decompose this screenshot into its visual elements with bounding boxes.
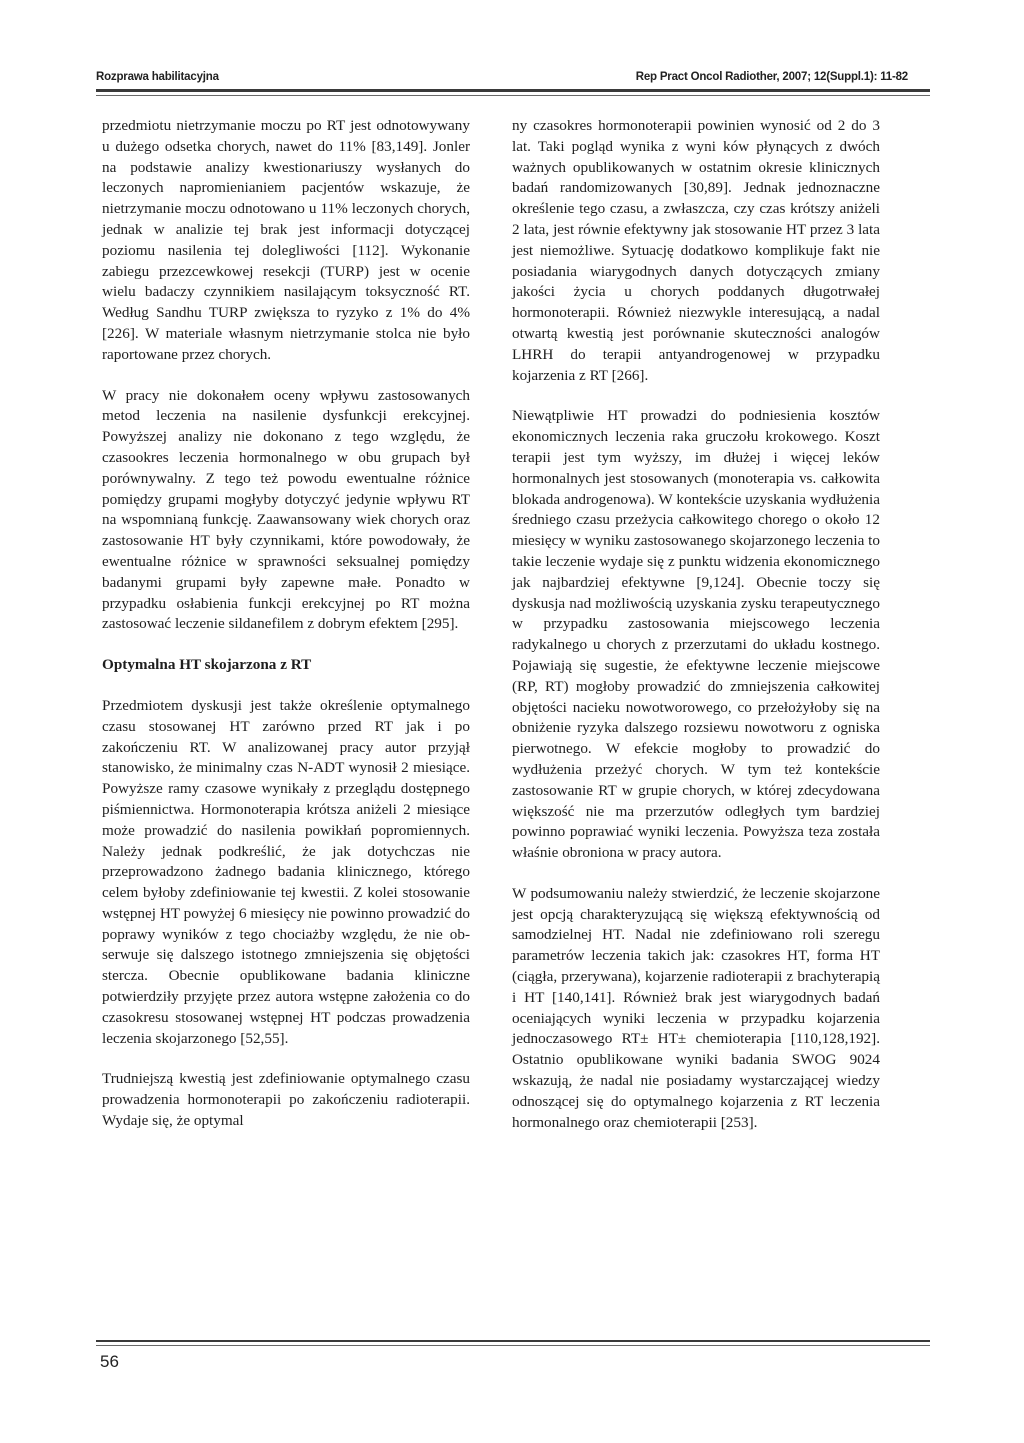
right-paragraph-1b: ków płynących z dwóch ważnych opublikowanych w ostatnim okresie klinicznych badań randomizowanych [30,89]. Jednak jednoznaczne określenie tego czasu, a zwłaszcza, czy czas krótszy aniżeli 2 lata, jest równie efektywny jak stosowanie HT przez 3 lata jest niemożliwe. Sytuację dodatkowo komplikuje fakt nie posiadania wiarygodnych danych dotyczących zmiany jakości życia u chorych poddanych długotrwałej hormonoterapii. Również niezwykle interesującą, a nadal otwartą kwestią jest porównanie skuteczności analogów LHRH do terapii antyandrogenowej w przypadku kojarzenia z RT [266]. bbox=[512, 137, 880, 384]
page-number: 56 bbox=[100, 1352, 119, 1371]
left-paragraph-4: Trudniejszą kwestią jest zdefiniowanie optymalnego czasu prowadzenia hormonoterapii po zakończeniu radioterapii. Wydaje się, że optymal bbox=[102, 1070, 470, 1130]
header-rule-thin bbox=[96, 95, 930, 96]
footer-rule-thin bbox=[96, 1345, 930, 1346]
right-paragraph-3: W podsumowaniu należy stwierdzić, że leczenie skojarzone jest opcją charakteryzującą się większą efektywnością od samodzielnej HT. Nadal nie zdefiniowano roli szeregu parametrów leczenia takich jak: czasokres HT, forma HT (ciągła, przerywana), kojarzenie radioterapii z brachyterapią i HT [140,141]. Również brak jest wiarygodnych badań oceniających wyniki leczenia w przypadku kojarzenia jednoczasowego RT± HT± chemioterapia [110,128,192]. Ostatnio opublikowane wyniki badania SWOG 9024 wskazują, że nadal nie posiadamy wystarczającej wiedzy odnoszącej się do optymalnego kojarzenia z RT leczenia hormonalnego oraz chemioterapii [253]. bbox=[512, 884, 880, 1131]
right-paragraph-2: Niewątpliwie HT prowadzi do podniesienia kosztów ekonomicznych leczenia raka gruczołu krokowego. Koszt terapii jest tym wyższy, im dłużej i więcej leków hormonalnych jest stosowanych (monoterapia vs. całkowita blokada androgenowa). W kontekście uzyskania wydłużenia średniego czasu przeżycia całkowitego chorego o około 12 miesięcy w wyniku zastosowanego skojarzonego leczenia to takie leczenie wydaje się z punktu widzenia ekonomicznego jak najbardziej efektywne [9,124]. Obecnie toczy się dyskusja nad możliwością uzyskania zysku terapeutycznego w przypadku zastosowania miejscowego leczenia radykalnego u chorych z przerzutami do układu kostnego. Pojawiają się sugestie, że efektywne leczenie miejscowe (RP, RT) mogłoby prowadzić do zmniejszenia całkowitej objętości nacieku nowotworowego, co przełożyłoby się na obniżenie ryzyka dalszego rozsiewu nowotworu z ogniska pierwotnego. W efekcie mogłoby to prowadzić do wydłużenia przeżyć chorych. W tym też kontekście zastosowanie RT w grupie chorych, w której zdecydowana większość nie ma przerzutów odległych tym bardziej powinno poprawiać wyniki leczenia. Powyższa teza została właśnie obroniona w pracy autora. bbox=[512, 407, 880, 862]
right-column bbox=[512, 116, 880, 1133]
left-column bbox=[102, 116, 470, 1132]
left-paragraph-2: W pracy nie dokonałem oceny wpływu zastosowanych metod leczenia na nasilenie dysfunkcji erekcyjnej. Powyższej analizy nie dokonano z tego względu, że czasookres leczenia hormonalnego w obu grupach był porównywalny. Z tego też powodu ewentualne różnice pomiędzy grupami mogłyby dotyczyć jedynie wpływu RT na wspomnianą funkcję. Zaawansowany wiek chorych oraz zastosowanie HT były czynnikami, które powodowały, że ewentualne różnice w sprawności seksualnej pomiędzy badanymi grupami były zapewne małe. Ponadto w przypadku osłabienia funkcji erekcyjnej po RT można zastosować leczenie sildanefilem z dobrym efektem [295]. bbox=[102, 386, 470, 633]
right-paragraph-1 bbox=[512, 116, 880, 386]
left-paragraph-1: przedmiotu nietrzymanie moczu po RT jest odnotowywany u dużego odsetka chorych, nawet do 11% [83,149]. Jonler na podstawie analizy kwestionariuszy wysłanych do leczonych napromienianiem pacjentów wskazuje, że nietrzymanie moczu odnotowano u 11% leczonych chorych, jednak w analizie tej brak jest informacji dotyczącej poziomu nasilenia tej dolegliwości [112]. Wykonanie zabiegu przezcewkowej resekcji (TURP) jest w ocenie wielu badaczy czynnikiem nasilającym toksyczność RT. Według Sandhu TURP zwiększa to ryzyko z 1% do 4% [226]. W materiale własnym nietrzymanie stolca nie było raportowane przez chorych. bbox=[102, 117, 470, 363]
section-heading: Optymalna HT skojarzona z RT bbox=[102, 656, 312, 674]
running-header-left: Rozprawa habilitacyjna bbox=[96, 71, 219, 83]
header-rule-thick bbox=[96, 89, 930, 92]
left-paragraph-3: Przedmiotem dyskusji jest także określenie optymalnego czasu stosowanej HT zarówno przed RT jak i po zakończeniu RT. W analizowanej pracy autor przyjął stanowisko, że minimalny czas N-ADT wynosił 2 miesiące. Powyższe ramy czasowe wynikały z przeglądu dostępnego piśmiennictwa. Hormonoterapia krótsza aniżeli 2 miesiące może prowadzić do nasilenia powikłań popromiennych. Należy jednak podkreślić, że jak dotychczas nie przeprowadzono żadnego badania klinicznego, którego celem byłoby zdefiniowanie tej kwestii. Z kolei stosowanie wstępnej HT powyżej 6 miesięcy nie powinno prowadzić do poprawy wyników z tego chociażby względu, że nie obserwuje się dalszego istotnego zmniejszenia się objętości stercza. Obecnie opublikowane badania kliniczne potwierdziły przyjęte przez autora wstępne założenia co do czasokresu stosowanej wstępnej HT podczas prowadzenia leczenia skojarzonego [52,55]. bbox=[102, 696, 470, 1047]
footer-rule-thick bbox=[96, 1340, 930, 1342]
right-paragraph-1a: ny czasokres hormonoterapii powinien wynosić od 2 do 3 lat. Taki pogląd wynika z wyni bbox=[512, 117, 880, 155]
running-header-right: Rep Pract Oncol Radiother, 2007; 12(Suppl.1): 11-82 bbox=[635, 71, 908, 83]
